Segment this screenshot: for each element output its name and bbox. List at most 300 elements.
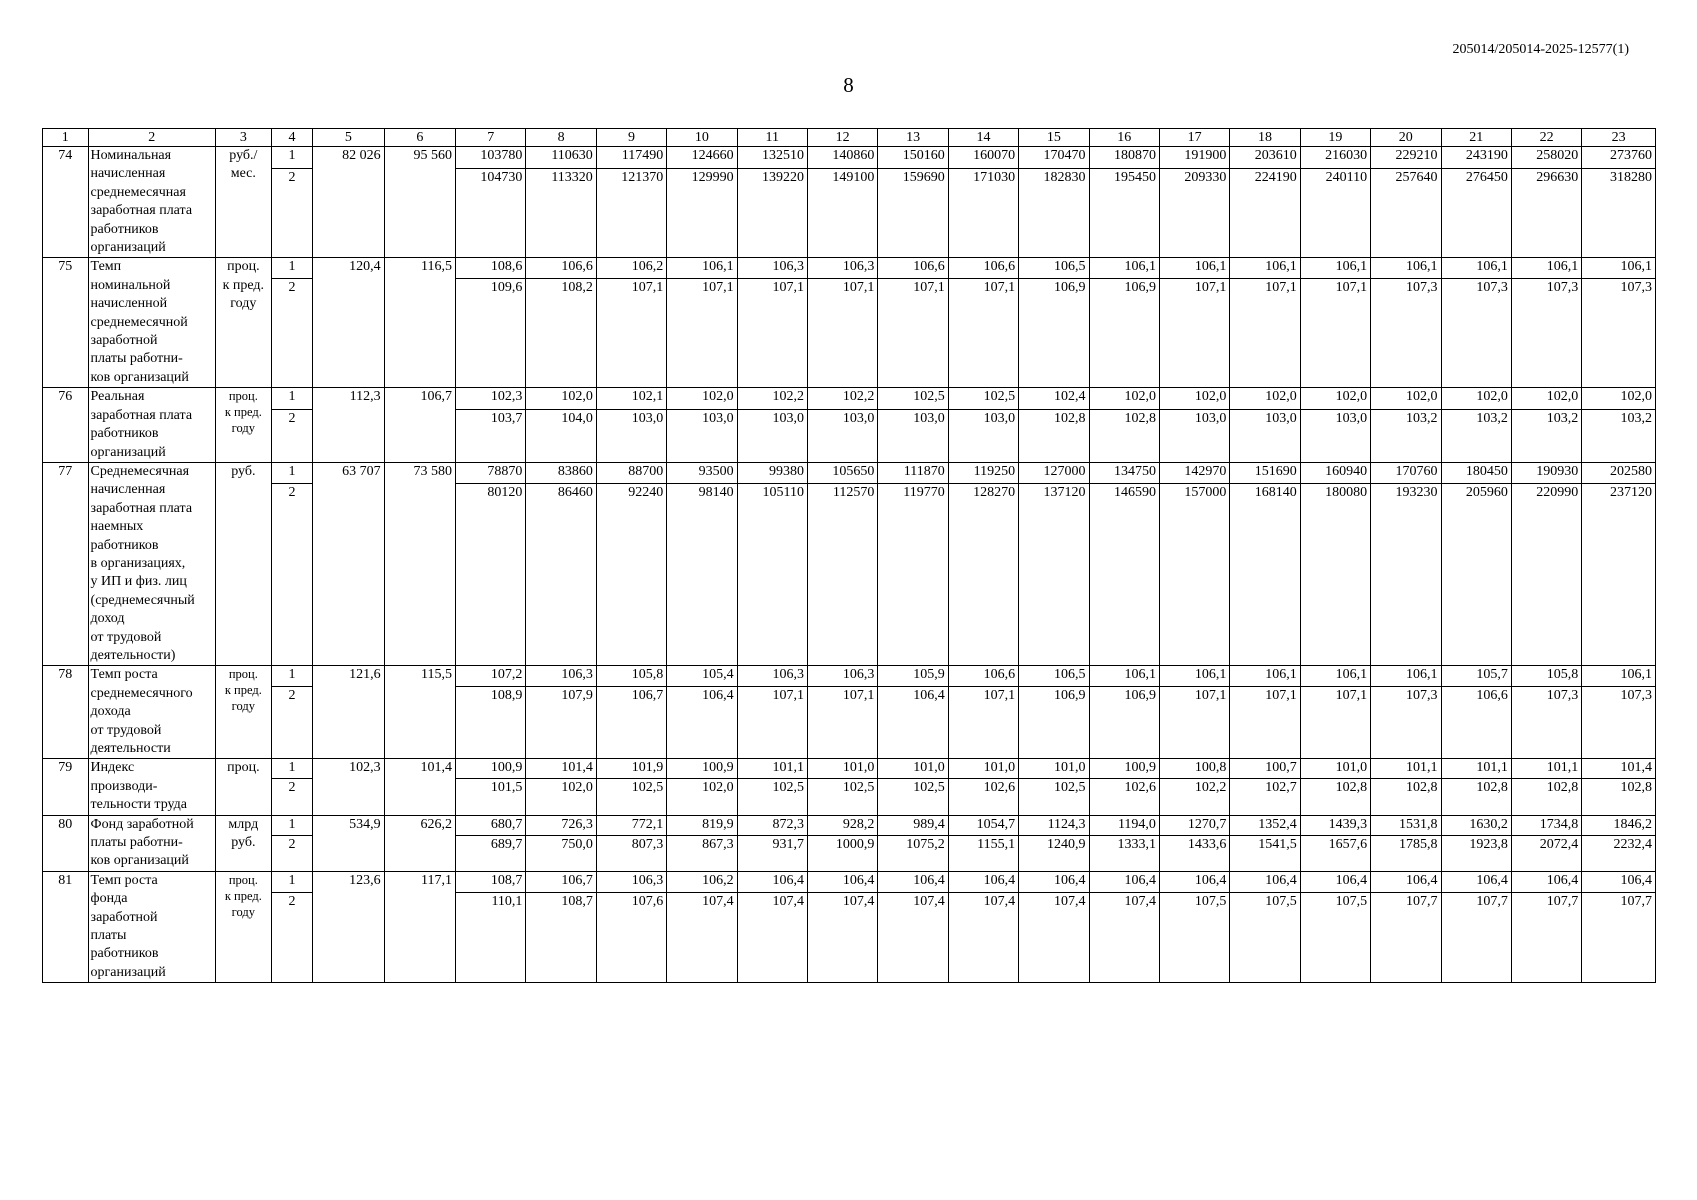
indicator-name: Темп роста фонда заработной платы работников организаций <box>88 871 215 982</box>
value-cell: 105,8 <box>596 666 666 687</box>
table-row <box>43 871 1656 892</box>
column-header: 12 <box>807 129 877 147</box>
value-cell: 102,0 <box>1300 388 1370 410</box>
value-cell: 106,6 <box>878 258 948 279</box>
scenario-number: 1 <box>271 258 312 279</box>
value-cell: 95 560 <box>384 147 455 258</box>
scenario-number: 2 <box>271 779 312 815</box>
value-cell: 872,3 <box>737 815 807 835</box>
value-cell: 115,5 <box>384 666 455 759</box>
value-cell: 101,0 <box>1300 759 1370 779</box>
value-cell: 83860 <box>526 462 596 483</box>
value-cell: 110,1 <box>456 892 526 983</box>
value-cell: 101,9 <box>596 759 666 779</box>
value-cell: 258020 <box>1511 147 1581 169</box>
value-cell: 105,4 <box>667 666 737 687</box>
value-cell: 107,7 <box>1511 892 1581 983</box>
value-cell: 626,2 <box>384 815 455 871</box>
column-header: 11 <box>737 129 807 147</box>
column-header: 2 <box>88 129 215 147</box>
value-cell: 107,1 <box>948 687 1018 759</box>
indicator-name: Фонд заработной платы работни- ков организаций <box>88 815 215 871</box>
value-cell: 102,4 <box>1019 388 1089 410</box>
value-cell: 229210 <box>1371 147 1441 169</box>
value-cell: 132510 <box>737 147 807 169</box>
value-cell: 106,1 <box>1159 666 1229 687</box>
row-number: 76 <box>43 388 89 463</box>
value-cell: 106,1 <box>1511 258 1581 279</box>
value-cell: 2232,4 <box>1582 835 1656 871</box>
value-cell: 106,1 <box>1089 666 1159 687</box>
value-cell: 105110 <box>737 483 807 666</box>
table-row <box>43 410 1656 462</box>
value-cell: 102,0 <box>1159 388 1229 410</box>
table-row <box>43 815 1656 835</box>
value-cell: 1531,8 <box>1371 815 1441 835</box>
value-cell: 103,0 <box>737 410 807 462</box>
value-cell: 108,7 <box>456 871 526 892</box>
value-cell: 160940 <box>1300 462 1370 483</box>
value-cell: 106,4 <box>878 871 948 892</box>
value-cell: 205960 <box>1441 483 1511 666</box>
value-cell: 193230 <box>1371 483 1441 666</box>
scenario-number: 1 <box>271 462 312 483</box>
value-cell: 116,5 <box>384 258 455 388</box>
row-number: 79 <box>43 759 89 815</box>
value-cell: 107,1 <box>948 279 1018 388</box>
value-cell: 102,1 <box>596 388 666 410</box>
value-cell: 109,6 <box>456 279 526 388</box>
column-header: 17 <box>1159 129 1229 147</box>
scenario-number: 2 <box>271 279 312 388</box>
value-cell: 170470 <box>1019 147 1089 169</box>
value-cell: 107,3 <box>1511 687 1581 759</box>
value-cell: 106,1 <box>1441 258 1511 279</box>
value-cell: 102,0 <box>667 779 737 815</box>
scenario-number: 1 <box>271 871 312 892</box>
value-cell: 1333,1 <box>1089 835 1159 871</box>
scenario-number: 1 <box>271 815 312 835</box>
value-cell: 101,4 <box>384 759 455 815</box>
value-cell: 102,8 <box>1441 779 1511 815</box>
value-cell: 106,3 <box>807 666 877 687</box>
value-cell: 807,3 <box>596 835 666 871</box>
value-cell: 103,2 <box>1371 410 1441 462</box>
value-cell: 105,9 <box>878 666 948 687</box>
value-cell: 106,1 <box>667 258 737 279</box>
column-header: 4 <box>271 129 312 147</box>
value-cell: 106,1 <box>1089 258 1159 279</box>
value-cell: 106,4 <box>1511 871 1581 892</box>
value-cell: 107,4 <box>807 892 877 983</box>
value-cell: 1054,7 <box>948 815 1018 835</box>
value-cell: 689,7 <box>456 835 526 871</box>
value-cell: 106,4 <box>878 687 948 759</box>
row-number: 74 <box>43 147 89 258</box>
value-cell: 928,2 <box>807 815 877 835</box>
value-cell: 106,3 <box>737 258 807 279</box>
value-cell: 106,6 <box>526 258 596 279</box>
indicator-name: Темп роста среднемесячного дохода от трудовой деятельности <box>88 666 215 759</box>
column-header: 18 <box>1230 129 1300 147</box>
column-header: 5 <box>313 129 384 147</box>
column-header: 9 <box>596 129 666 147</box>
value-cell: 1240,9 <box>1019 835 1089 871</box>
value-cell: 106,7 <box>526 871 596 892</box>
scenario-number: 2 <box>271 835 312 871</box>
value-cell: 119770 <box>878 483 948 666</box>
value-cell: 101,0 <box>1019 759 1089 779</box>
value-cell: 1155,1 <box>948 835 1018 871</box>
column-header: 20 <box>1371 129 1441 147</box>
value-cell: 180080 <box>1300 483 1370 666</box>
value-cell: 772,1 <box>596 815 666 835</box>
table-row <box>43 483 1656 666</box>
value-cell: 107,4 <box>1089 892 1159 983</box>
value-cell: 112570 <box>807 483 877 666</box>
value-cell: 103,7 <box>456 410 526 462</box>
value-cell: 160070 <box>948 147 1018 169</box>
indicator-name: Реальная заработная плата работников организаций <box>88 388 215 463</box>
value-cell: 106,1 <box>1371 258 1441 279</box>
value-cell: 117,1 <box>384 871 455 982</box>
indicator-name: Индекс производи- тельности труда <box>88 759 215 815</box>
value-cell: 100,9 <box>1089 759 1159 779</box>
value-cell: 680,7 <box>456 815 526 835</box>
table-row <box>43 759 1656 779</box>
indicator-name: Номинальная начисленная среднемесячная заработная плата работников организаций <box>88 147 215 258</box>
value-cell: 107,1 <box>737 687 807 759</box>
value-cell: 107,7 <box>1371 892 1441 983</box>
value-cell: 102,0 <box>526 388 596 410</box>
value-cell: 110630 <box>526 147 596 169</box>
unit-of-measure: млрд руб. <box>215 815 271 871</box>
value-cell: 106,3 <box>807 258 877 279</box>
value-cell: 1352,4 <box>1230 815 1300 835</box>
value-cell: 102,0 <box>1582 388 1656 410</box>
value-cell: 142970 <box>1159 462 1229 483</box>
value-cell: 819,9 <box>667 815 737 835</box>
value-cell: 105650 <box>807 462 877 483</box>
value-cell: 102,8 <box>1511 779 1581 815</box>
value-cell: 121,6 <box>313 666 384 759</box>
value-cell: 107,5 <box>1230 892 1300 983</box>
value-cell: 102,8 <box>1089 410 1159 462</box>
value-cell: 107,1 <box>1230 279 1300 388</box>
value-cell: 78870 <box>456 462 526 483</box>
value-cell: 107,7 <box>1582 892 1656 983</box>
value-cell: 1923,8 <box>1441 835 1511 871</box>
row-number: 81 <box>43 871 89 982</box>
scenario-number: 2 <box>271 687 312 759</box>
value-cell: 296630 <box>1511 168 1581 258</box>
value-cell: 107,4 <box>1019 892 1089 983</box>
value-cell: 106,4 <box>1159 871 1229 892</box>
value-cell: 203610 <box>1230 147 1300 169</box>
value-cell: 106,4 <box>1089 871 1159 892</box>
value-cell: 171030 <box>948 168 1018 258</box>
value-cell: 195450 <box>1089 168 1159 258</box>
scenario-number: 1 <box>271 666 312 687</box>
value-cell: 106,4 <box>1300 871 1370 892</box>
value-cell: 1657,6 <box>1300 835 1370 871</box>
value-cell: 92240 <box>596 483 666 666</box>
table-row <box>43 462 1656 483</box>
unit-of-measure: проц. <box>215 759 271 815</box>
value-cell: 989,4 <box>878 815 948 835</box>
unit-of-measure: руб. <box>215 462 271 665</box>
value-cell: 106,9 <box>1019 279 1089 388</box>
value-cell: 146590 <box>1089 483 1159 666</box>
value-cell: 108,9 <box>456 687 526 759</box>
column-header: 1 <box>43 129 89 147</box>
value-cell: 1433,6 <box>1159 835 1229 871</box>
value-cell: 107,4 <box>878 892 948 983</box>
unit-of-measure: руб./ мес. <box>215 147 271 258</box>
value-cell: 180450 <box>1441 462 1511 483</box>
value-cell: 202580 <box>1582 462 1656 483</box>
value-cell: 127000 <box>1019 462 1089 483</box>
value-cell: 106,1 <box>1159 258 1229 279</box>
value-cell: 102,3 <box>313 759 384 815</box>
value-cell: 102,5 <box>596 779 666 815</box>
value-cell: 104730 <box>456 168 526 258</box>
indicator-name: Темп номинальной начисленной среднемесячной заработной платы работни- ков организаций <box>88 258 215 388</box>
value-cell: 151690 <box>1230 462 1300 483</box>
column-header: 21 <box>1441 129 1511 147</box>
value-cell: 107,9 <box>526 687 596 759</box>
value-cell: 73 580 <box>384 462 455 665</box>
value-cell: 107,3 <box>1511 279 1581 388</box>
row-number: 75 <box>43 258 89 388</box>
column-header: 19 <box>1300 129 1370 147</box>
value-cell: 102,0 <box>667 388 737 410</box>
value-cell: 1075,2 <box>878 835 948 871</box>
value-cell: 106,6 <box>1441 687 1511 759</box>
value-cell: 107,2 <box>456 666 526 687</box>
value-cell: 103,0 <box>667 410 737 462</box>
value-cell: 82 026 <box>313 147 384 258</box>
value-cell: 106,1 <box>1582 258 1656 279</box>
table-row <box>43 168 1656 258</box>
value-cell: 107,1 <box>878 279 948 388</box>
value-cell: 107,1 <box>596 279 666 388</box>
value-cell: 750,0 <box>526 835 596 871</box>
table-row <box>43 892 1656 983</box>
value-cell: 102,6 <box>948 779 1018 815</box>
scenario-number: 2 <box>271 168 312 258</box>
value-cell: 726,3 <box>526 815 596 835</box>
table-row <box>43 779 1656 815</box>
value-cell: 102,5 <box>737 779 807 815</box>
value-cell: 102,8 <box>1300 779 1370 815</box>
value-cell: 129990 <box>667 168 737 258</box>
value-cell: 180870 <box>1089 147 1159 169</box>
value-cell: 2072,4 <box>1511 835 1581 871</box>
value-cell: 168140 <box>1230 483 1300 666</box>
value-cell: 103,0 <box>878 410 948 462</box>
value-cell: 102,5 <box>878 779 948 815</box>
value-cell: 106,4 <box>737 871 807 892</box>
value-cell: 106,4 <box>1582 871 1656 892</box>
column-header: 3 <box>215 129 271 147</box>
value-cell: 107,4 <box>667 892 737 983</box>
value-cell: 106,9 <box>1019 687 1089 759</box>
value-cell: 103,0 <box>1300 410 1370 462</box>
value-cell: 107,1 <box>1300 687 1370 759</box>
value-cell: 170760 <box>1371 462 1441 483</box>
value-cell: 106,4 <box>667 687 737 759</box>
value-cell: 102,0 <box>1230 388 1300 410</box>
value-cell: 128270 <box>948 483 1018 666</box>
value-cell: 102,8 <box>1371 779 1441 815</box>
column-header: 14 <box>948 129 1018 147</box>
value-cell: 102,5 <box>1019 779 1089 815</box>
value-cell: 137120 <box>1019 483 1089 666</box>
value-cell: 101,1 <box>1511 759 1581 779</box>
table-row <box>43 687 1656 759</box>
value-cell: 108,6 <box>456 258 526 279</box>
table-row <box>43 147 1656 169</box>
value-cell: 101,0 <box>807 759 877 779</box>
value-cell: 123,6 <box>313 871 384 982</box>
value-cell: 867,3 <box>667 835 737 871</box>
value-cell: 106,2 <box>596 258 666 279</box>
value-cell: 1194,0 <box>1089 815 1159 835</box>
value-cell: 100,9 <box>456 759 526 779</box>
value-cell: 63 707 <box>313 462 384 665</box>
value-cell: 107,4 <box>948 892 1018 983</box>
value-cell: 1000,9 <box>807 835 877 871</box>
value-cell: 103,0 <box>596 410 666 462</box>
value-cell: 107,3 <box>1582 279 1656 388</box>
value-cell: 86460 <box>526 483 596 666</box>
value-cell: 102,0 <box>1511 388 1581 410</box>
value-cell: 106,9 <box>1089 279 1159 388</box>
value-cell: 101,1 <box>737 759 807 779</box>
value-cell: 191900 <box>1159 147 1229 169</box>
value-cell: 107,3 <box>1371 279 1441 388</box>
scenario-number: 2 <box>271 483 312 666</box>
value-cell: 107,3 <box>1371 687 1441 759</box>
value-cell: 100,7 <box>1230 759 1300 779</box>
value-cell: 103,2 <box>1511 410 1581 462</box>
value-cell: 119250 <box>948 462 1018 483</box>
value-cell: 190930 <box>1511 462 1581 483</box>
scenario-number: 1 <box>271 388 312 410</box>
value-cell: 102,8 <box>1019 410 1089 462</box>
column-header: 16 <box>1089 129 1159 147</box>
column-header: 7 <box>456 129 526 147</box>
value-cell: 102,8 <box>1582 779 1656 815</box>
table-row <box>43 835 1656 871</box>
value-cell: 106,7 <box>384 388 455 463</box>
value-cell: 1785,8 <box>1371 835 1441 871</box>
value-cell: 106,3 <box>526 666 596 687</box>
value-cell: 106,4 <box>1019 871 1089 892</box>
scenario-number: 2 <box>271 410 312 462</box>
value-cell: 106,5 <box>1019 258 1089 279</box>
value-cell: 101,0 <box>948 759 1018 779</box>
value-cell: 140860 <box>807 147 877 169</box>
value-cell: 102,2 <box>737 388 807 410</box>
value-cell: 106,1 <box>1230 666 1300 687</box>
value-cell: 106,6 <box>948 666 1018 687</box>
value-cell: 101,4 <box>1582 759 1656 779</box>
value-cell: 107,1 <box>1159 687 1229 759</box>
value-cell: 100,9 <box>667 759 737 779</box>
value-cell: 106,1 <box>1230 258 1300 279</box>
value-cell: 139220 <box>737 168 807 258</box>
value-cell: 107,1 <box>807 279 877 388</box>
value-cell: 1630,2 <box>1441 815 1511 835</box>
value-cell: 99380 <box>737 462 807 483</box>
value-cell: 106,1 <box>1300 666 1370 687</box>
value-cell: 1439,3 <box>1300 815 1370 835</box>
unit-of-measure: проц. к пред. году <box>215 666 271 759</box>
value-cell: 120,4 <box>313 258 384 388</box>
document-id: 205014/205014-2025-12577(1) <box>1452 42 1629 57</box>
value-cell: 107,1 <box>1230 687 1300 759</box>
forecast-table <box>42 128 1656 983</box>
value-cell: 931,7 <box>737 835 807 871</box>
column-header: 6 <box>384 129 455 147</box>
row-number: 77 <box>43 462 89 665</box>
value-cell: 1270,7 <box>1159 815 1229 835</box>
value-cell: 102,0 <box>1441 388 1511 410</box>
indicator-name: Среднемесячная начисленная заработная плата наемных работников в организациях, у ИП и физ. лиц (среднемесячный доход от трудовой деятельности) <box>88 462 215 665</box>
value-cell: 107,1 <box>1300 279 1370 388</box>
table-row <box>43 666 1656 687</box>
value-cell: 1124,3 <box>1019 815 1089 835</box>
value-cell: 102,3 <box>456 388 526 410</box>
value-cell: 98140 <box>667 483 737 666</box>
value-cell: 1541,5 <box>1230 835 1300 871</box>
value-cell: 102,2 <box>807 388 877 410</box>
value-cell: 107,5 <box>1159 892 1229 983</box>
value-cell: 318280 <box>1582 168 1656 258</box>
column-header: 23 <box>1582 129 1656 147</box>
column-header: 8 <box>526 129 596 147</box>
value-cell: 273760 <box>1582 147 1656 169</box>
value-cell: 108,7 <box>526 892 596 983</box>
value-cell: 106,4 <box>948 871 1018 892</box>
value-cell: 106,4 <box>807 871 877 892</box>
value-cell: 101,0 <box>878 759 948 779</box>
value-cell: 534,9 <box>313 815 384 871</box>
scenario-number: 1 <box>271 147 312 169</box>
value-cell: 107,1 <box>667 279 737 388</box>
value-cell: 106,5 <box>1019 666 1089 687</box>
table-row <box>43 258 1656 279</box>
value-cell: 1734,8 <box>1511 815 1581 835</box>
value-cell: 108,2 <box>526 279 596 388</box>
value-cell: 102,2 <box>1159 779 1229 815</box>
value-cell: 182830 <box>1019 168 1089 258</box>
value-cell: 159690 <box>878 168 948 258</box>
value-cell: 157000 <box>1159 483 1229 666</box>
value-cell: 224190 <box>1230 168 1300 258</box>
value-cell: 106,4 <box>1371 871 1441 892</box>
value-cell: 88700 <box>596 462 666 483</box>
value-cell: 106,1 <box>1300 258 1370 279</box>
row-number: 80 <box>43 815 89 871</box>
value-cell: 103780 <box>456 147 526 169</box>
column-header: 15 <box>1019 129 1089 147</box>
value-cell: 103,0 <box>948 410 1018 462</box>
value-cell: 107,5 <box>1300 892 1370 983</box>
value-cell: 1846,2 <box>1582 815 1656 835</box>
